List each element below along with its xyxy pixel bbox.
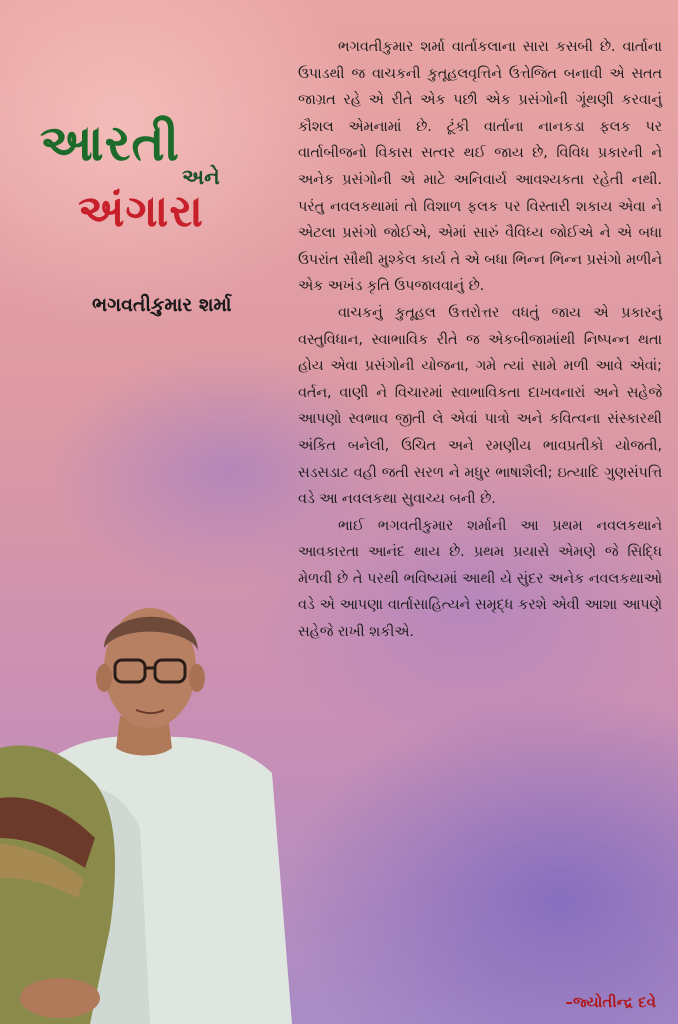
book-title-conjunction: અને <box>182 165 220 189</box>
blurb-paragraph-2: વાચકનું કુતૂહલ ઉત્તરોત્તર વધતું જાય એ પ્રકારનું વસ્તુવિધાન, સ્વાભાવિક રીતે જ એકબીજામાંથી નિષ્પન્ન થતા હોય એવા પ્રસંગોની યોજના, ગમે ત્યાં સામે મળી આવે એવાં; વર્તન, વાણી ને વિચારમાં સ્વાભાવિકતા દાખવનારાં અને સહેજે આપણો સ્વભાવ જીતી લે એવાં પાત્રો અને કવિત્વના સંસ્કારથી અંકિત બનેલી, ઉચિત અને રમણીય ભાવપ્રતીકો યોજતી, સડસડાટ વહી જતી સરળ ને મધુર ભાષાશૈલી; ઇત્યાદિ ગુણસંપત્તિ વડે આ નવલકથા સુવાચ્ય બની છે. <box>298 304 662 508</box>
book-title-line1: આરતી <box>40 114 180 172</box>
author-photo <box>0 598 292 1024</box>
blurb-paragraph-3: ભાઈ ભગવતીકુમાર શર્માની આ પ્રથમ નવલકથાને આવકારતા આનંદ થાય છે. પ્રથમ પ્રયાસે એમણે જે સિદ્ધિ મેળવી છે તે પરથી ભવિષ્યમાં આથી યે સુંદર અનેક નવલકથાઓ વડે એ આપણા વાર્તાસાહિત્યને સમૃદ્ધ કરશે એવી આશા આપણે સહેજે રાખી શકીએ. <box>298 517 662 641</box>
book-title-line2: અંગારા <box>78 186 204 237</box>
blurb-paragraph-1: ભગવતીકુમાર શર્મા વાર્તાકલાના સારા કસબી છે. વાર્તાના ઉપાડથી જ વાચકની કુતૂહલવૃત્તિને ઉત્તેજિત બનાવી એ સતત જાગ્રત રહે એ રીતે એક પછી એક પ્રસંગોની ગૂંથણી કરવાનું કૌશલ એમનામાં છે. ટૂંકી વાર્તાના નાનકડા ફલક પર વાર્તાબીજનો વિકાસ સત્વર થઈ જાય છે, વિવિધ પ્રકારની ને અનેક પ્રસંગોની એ માટે અનિવાર્ય આવશ્યકતા રહેતી નથી. પરંતુ નવલકથામાં તો વિશાળ ફલક પર વિસ્તારી શકાય એવા ને એટલા પ્રસંગો જોઈએ, એમાં સારું વૈવિધ્ય જોઈએ ને એ બધા ઉપરાંત સૌથી મુશ્કેલ કાર્ય તે એ બધા ભિન્ન ભિન્ન પ્રસંગો મળીને એક અખંડ કૃતિ ઉપજાવવાનું છે. <box>298 39 662 295</box>
blurb-signature: –જ્યોતીન્દ્ર દવે <box>565 993 656 1011</box>
author-name: ભગવતીકુમાર શર્મા <box>92 294 232 316</box>
blurb-text <box>298 34 662 646</box>
